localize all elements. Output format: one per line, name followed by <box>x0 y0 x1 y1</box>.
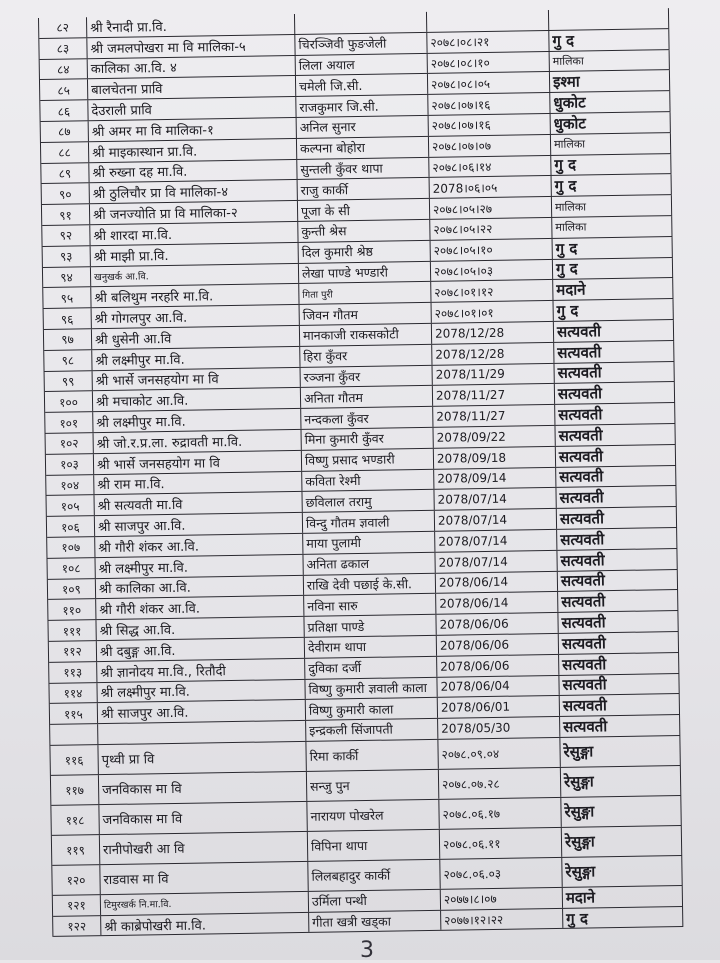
school-name-cell: पृथ्वी प्रा वि <box>98 742 306 774</box>
serial-number-cell: ९५ <box>43 288 91 309</box>
person-name-cell: छविलाल तरामु <box>302 490 434 512</box>
place-cell: सत्यवती <box>559 632 679 654</box>
school-name-cell: श्री काब्रेपोखरी मा.वि. <box>101 913 309 936</box>
school-name-cell: श्री जमलपोखरा मा वि मालिका-५ <box>87 35 295 58</box>
place-cell: सत्यवती <box>557 549 677 571</box>
date-cell: 2078/06/04 <box>437 675 559 697</box>
place-cell: सत्यवती <box>560 715 680 737</box>
person-name-cell: नविना सारु <box>304 594 436 616</box>
person-name-cell: जिवन गौतम <box>300 303 432 325</box>
school-name-cell: श्री शारदा मा.वि. <box>90 222 298 245</box>
school-name-cell: श्री गौरी शंकर आ.वि. <box>95 534 303 557</box>
person-name-cell: सन्जु पुन <box>307 770 439 801</box>
serial-number-cell: १०९ <box>48 579 96 600</box>
place-cell: धुकोट <box>551 112 671 134</box>
school-name-cell: श्री गोगलपुर आ.वि. <box>92 305 300 328</box>
person-name-cell: विष्णु प्रसाद भण्डारी <box>302 449 434 471</box>
person-name-cell: गिता पुरी <box>299 282 431 304</box>
place-cell: सत्यवती <box>554 341 674 363</box>
serial-number-cell: ११२ <box>49 641 97 662</box>
serial-number-cell: १०१ <box>45 412 93 433</box>
person-name-cell: प्रतिक्षा पाण्डे <box>304 615 436 637</box>
school-name-cell: श्री अमर मा वि मालिका-१ <box>89 118 297 141</box>
date-cell: 2078/06/06 <box>437 655 559 677</box>
serial-number-cell: ११५ <box>50 703 98 724</box>
serial-number-cell: १०६ <box>47 516 95 537</box>
date-cell: 2078/06/14 <box>436 571 558 593</box>
school-name-cell: श्री रैनादी प्रा.वि. <box>87 14 295 37</box>
school-name-cell: श्री दबुङ्ग आ.वि. <box>97 638 305 661</box>
person-name-cell: विष्णु कुमारी काला <box>306 698 438 720</box>
serial-number-cell: ९७ <box>44 329 92 350</box>
date-cell: 2078/11/27 <box>433 405 555 427</box>
place-cell: गु द <box>551 154 671 176</box>
person-name-cell: नारायण पोखरेल <box>307 800 439 831</box>
date-cell: 2078/07/14 <box>435 551 557 573</box>
school-name-cell: श्री कालिका आ.वि. <box>96 575 304 598</box>
person-name-cell: कल्पना बोहोरा <box>297 137 429 159</box>
date-cell: 2078/11/27 <box>433 384 555 406</box>
serial-number-cell: १२२ <box>53 916 101 937</box>
serial-number-cell: १०७ <box>47 537 95 558</box>
serial-number-cell: ११६ <box>50 745 98 775</box>
serial-number-cell: १०० <box>45 392 93 413</box>
person-name-cell: अनिता ढकाल <box>303 553 435 575</box>
person-name-cell: चमेली जि.सी. <box>296 74 428 96</box>
date-cell: 2078/12/28 <box>432 322 554 344</box>
records-table <box>38 8 683 937</box>
date-cell <box>427 10 549 32</box>
date-cell: 2078/06/14 <box>436 592 558 614</box>
person-name-cell: देवीराम थापा <box>305 636 437 658</box>
date-cell: २०७८।०८।०५ <box>428 72 550 94</box>
place-cell: सत्यवती <box>559 653 679 675</box>
date-cell: 2078/09/14 <box>434 467 556 489</box>
date-cell: २०७८।०५।१० <box>431 239 553 261</box>
place-cell: गु द <box>553 237 673 259</box>
school-name-cell: रानीपोखरी आ वि <box>100 832 308 864</box>
serial-number-cell: ८२ <box>39 17 87 38</box>
serial-number-cell: ९३ <box>43 246 91 267</box>
place-cell: सत्यवती <box>556 486 676 508</box>
school-name-cell: श्री ठुलिचौर प्रा वि मालिका-४ <box>90 180 298 203</box>
school-name-cell: टिमुरखर्क नि.मा.वि. <box>101 892 309 915</box>
serial-number-cell: १०८ <box>47 558 95 579</box>
person-name-cell: पूजा के सी <box>298 199 430 221</box>
place-cell: रेसुङ्गा <box>561 796 681 827</box>
date-cell: 2078/06/01 <box>438 696 560 718</box>
place-cell: सत्यवती <box>554 362 674 384</box>
serial-number-cell: ८७ <box>41 121 89 142</box>
place-cell: धुकोट <box>550 91 670 113</box>
person-name-cell: लिलबहादुर कार्की <box>308 860 440 891</box>
person-name-cell: कुन्ती श्रेस <box>298 220 430 242</box>
place-cell: सत्यवती <box>555 382 675 404</box>
person-name-cell: इन्द्रकली सिंजापती <box>306 719 438 741</box>
date-cell: 2078/05/30 <box>438 717 560 739</box>
place-cell: रेसुङ्गा <box>562 826 682 857</box>
date-cell: २०७८।०१।०१ <box>432 301 554 323</box>
school-name-cell: देउराली प्रावि <box>88 97 296 120</box>
date-cell: 2078/12/28 <box>432 343 554 365</box>
page-number: 3 <box>360 938 374 963</box>
serial-number-cell: ११८ <box>51 805 99 835</box>
place-cell: सत्यवती <box>555 403 675 425</box>
person-name-cell: गीता खत्री खड्का <box>309 910 441 932</box>
date-cell: 2078/07/14 <box>435 509 557 531</box>
serial-number-cell: ९८ <box>44 350 92 371</box>
date-cell: २०७७।१२।२२ <box>441 909 563 931</box>
serial-number-cell: १२० <box>52 865 100 895</box>
place-cell: रेसुङ्गा <box>560 736 680 767</box>
school-name-cell: खनुखर्क आ.वि. <box>91 263 299 286</box>
school-name-cell: जनविकास मा वि <box>99 802 307 834</box>
school-name-cell: श्री साजपुर आ.वि. <box>95 513 303 536</box>
school-name-cell: श्री बलिथुम नरहरि मा.वि. <box>91 284 299 307</box>
place-cell <box>549 8 669 30</box>
person-name-cell: विष्णु कुमारी ज्ञवाली काला <box>305 677 437 699</box>
date-cell: २०७८.०६.११ <box>440 828 562 859</box>
date-cell: २०७८।०८।२१ <box>427 31 549 53</box>
person-name-cell: माया पुलामी <box>303 532 435 554</box>
place-cell: इश्मा <box>550 70 670 92</box>
serial-number-cell: ८९ <box>41 163 89 184</box>
school-name-cell: श्री जनज्योति प्रा वि मालिका-२ <box>90 201 298 224</box>
serial-number-cell: ८४ <box>40 59 88 80</box>
school-name-cell: श्री भार्से जनसहयोग मा वि <box>94 451 302 474</box>
serial-number-cell: ८६ <box>40 100 88 121</box>
serial-number-cell: १११ <box>48 620 96 641</box>
serial-number-cell: ८३ <box>39 38 87 59</box>
school-name-cell: जनविकास मा वि <box>99 772 307 804</box>
place-cell: सत्यवती <box>558 570 678 592</box>
serial-number-cell: १२१ <box>53 895 101 916</box>
place-cell: सत्यवती <box>556 466 676 488</box>
school-name-cell: श्री लक्ष्मीपुर मा.वि. <box>92 347 300 370</box>
person-name-cell: मिना कुमारी कुँवर <box>302 428 434 450</box>
date-cell: 2078।०६।०५ <box>430 176 552 198</box>
person-name-cell: विन्दु गौतम ज्ञवाली <box>303 511 435 533</box>
date-cell: २०७८।०५।२७ <box>430 197 552 219</box>
place-cell: मालिका <box>552 195 672 217</box>
place-cell: सत्यवती <box>554 320 674 342</box>
person-name-cell: हिरा कुँवर <box>300 345 432 367</box>
person-name-cell: दुविका दर्जी <box>305 657 437 679</box>
place-cell: सत्यवती <box>559 674 679 696</box>
school-name-cell: श्री लक्ष्मीपुर मा.वि. <box>93 409 301 432</box>
person-name-cell: अनिता गौतम <box>301 386 433 408</box>
place-cell: मालिका <box>551 133 671 155</box>
place-cell: गु द <box>553 258 673 280</box>
date-cell: २०७८।०१।१२ <box>431 280 553 302</box>
place-cell: गु द <box>554 299 674 321</box>
person-name-cell: विपिना थापा <box>308 830 440 861</box>
place-cell: गु द <box>549 29 669 51</box>
person-name-cell: चिरञ्जिवी फुङजेली <box>295 33 427 55</box>
serial-number-cell: १०२ <box>46 433 94 454</box>
school-name-cell: राडवास मा वि <box>100 862 308 894</box>
serial-number-cell: १०४ <box>46 475 94 496</box>
place-cell: मालिका <box>550 50 670 72</box>
serial-number-cell: ८५ <box>40 80 88 101</box>
serial-number-cell: १०५ <box>47 495 95 516</box>
person-name-cell: अनिल सुनार <box>297 116 429 138</box>
date-cell: २०७८।०७।१६ <box>428 93 550 115</box>
school-name-cell: श्री लक्ष्मीपुर मा.वि. <box>95 555 303 578</box>
serial-number-cell: ११४ <box>49 683 97 704</box>
school-name-cell: श्री साजपुर आ.वि. <box>98 700 306 723</box>
date-cell: २०७८।०८।१० <box>428 52 550 74</box>
place-cell: सत्यवती <box>560 694 680 716</box>
school-name-cell: श्री गौरी शंकर आ.वि. <box>96 596 304 619</box>
serial-number-cell: ९० <box>42 184 90 205</box>
date-cell: २०७७।८।०७ <box>441 888 563 910</box>
person-name-cell: रञ्जना कुँवर <box>301 365 433 387</box>
place-cell: मालिका <box>552 216 672 238</box>
place-cell: सत्यवती <box>558 590 678 612</box>
school-name-cell: श्री सत्यवती मा.वि <box>95 492 303 515</box>
date-cell: २०७८।०७।१६ <box>429 114 551 136</box>
serial-number-cell: ११३ <box>49 662 97 683</box>
school-name-cell: श्री माझी प्रा.वि. <box>91 243 299 266</box>
person-name-cell: लेखा पाण्डे भण्डारी <box>299 261 431 283</box>
place-cell: मदाने <box>563 886 683 908</box>
school-name-cell: श्री सिद्ध आ.वि. <box>96 617 304 640</box>
school-name-cell: श्री रुख्ना दह मा.वि. <box>89 160 297 183</box>
school-name-cell: श्री लक्ष्मीपुर मा.वि. <box>97 679 305 702</box>
serial-number-cell: ९२ <box>42 225 90 246</box>
school-name-cell: बालचेतना प्रावि <box>88 76 296 99</box>
person-name-cell: रिमा कार्की <box>306 740 438 771</box>
date-cell: 2078/07/14 <box>435 530 557 552</box>
person-name-cell: कविता रेश्मी <box>302 469 434 491</box>
place-cell: रेसुङ्गा <box>562 856 682 887</box>
person-name-cell: राखि देवी पछाई के.सी. <box>304 573 436 595</box>
place-cell: सत्यवती <box>558 611 678 633</box>
person-name-cell: नन्दकला कुँवर <box>301 407 433 429</box>
serial-number-cell: ९९ <box>45 371 93 392</box>
school-name-cell: श्री माइकास्थान प्रा.वि. <box>89 139 297 162</box>
date-cell: २०७८।०६।१४ <box>429 156 551 178</box>
place-cell: सत्यवती <box>556 445 676 467</box>
person-name-cell: सुन्तली कुँवर थापा <box>297 157 429 179</box>
person-name-cell <box>295 12 427 34</box>
date-cell: 2078/09/22 <box>433 426 555 448</box>
date-cell: २०७८।०५।२२ <box>430 218 552 240</box>
school-name-cell: श्री जो.र.प्र.ला. रुद्रावती मा.वि. <box>94 430 302 453</box>
date-cell: २०७८.०९.०४ <box>438 738 560 769</box>
date-cell: 2078/09/18 <box>434 447 556 469</box>
serial-number-cell: ९४ <box>43 267 91 288</box>
place-cell: गु द <box>563 907 683 929</box>
date-cell: २०७८.०६.०३ <box>440 858 562 889</box>
date-cell: २०७८.०६.१७ <box>439 798 561 829</box>
place-cell: सत्यवती <box>557 507 677 529</box>
place-cell: मदाने <box>553 278 673 300</box>
place-cell: सत्यवती <box>555 424 675 446</box>
date-cell: 2078/11/29 <box>433 363 555 385</box>
person-name-cell: मानकाजी राकसकोटी <box>300 324 432 346</box>
school-name-cell: श्री धुसेनी आ.वि <box>92 326 300 349</box>
person-name-cell: राजु कार्की <box>298 178 430 200</box>
serial-number-cell: ११७ <box>51 775 99 805</box>
serial-number-cell: १०३ <box>46 454 94 475</box>
date-cell: 2078/07/14 <box>434 488 556 510</box>
date-cell: २०७८।०७।०७ <box>429 135 551 157</box>
serial-number-cell: ९६ <box>44 308 92 329</box>
place-cell: गु द <box>552 174 672 196</box>
school-name-cell: श्री राम मा.वि. <box>94 471 302 494</box>
school-name-cell <box>98 721 306 744</box>
person-name-cell: दिल कुमारी श्रेष्ठ <box>299 241 431 263</box>
date-cell: 2078/06/06 <box>437 634 559 656</box>
school-name-cell: श्री भार्से जनसहयोग मा वि <box>93 367 301 390</box>
serial-number-cell: ११९ <box>52 835 100 865</box>
place-cell: सत्यवती <box>557 528 677 550</box>
serial-number-cell: ११० <box>48 599 96 620</box>
serial-number-cell: ९१ <box>42 204 90 225</box>
serial-number-cell <box>50 724 98 745</box>
date-cell: २०७८.०७.२८ <box>439 768 561 799</box>
place-cell: रेसुङ्गा <box>561 766 681 797</box>
serial-number-cell: ८८ <box>41 142 89 163</box>
person-name-cell: लिला अयाल <box>296 53 428 75</box>
date-cell: २०७८।०५।०३ <box>431 260 553 282</box>
date-cell: 2078/06/06 <box>436 613 558 635</box>
school-name-cell: श्री ज्ञानोदय मा.वि., रितौदी <box>97 659 305 682</box>
person-name-cell: उर्मिला पन्थी <box>309 890 441 912</box>
school-name-cell: श्री मचाकोट आ.वि. <box>93 388 301 411</box>
school-name-cell: कालिका आ.वि. ४ <box>88 56 296 79</box>
person-name-cell: राजकुमार जि.सी. <box>296 95 428 117</box>
